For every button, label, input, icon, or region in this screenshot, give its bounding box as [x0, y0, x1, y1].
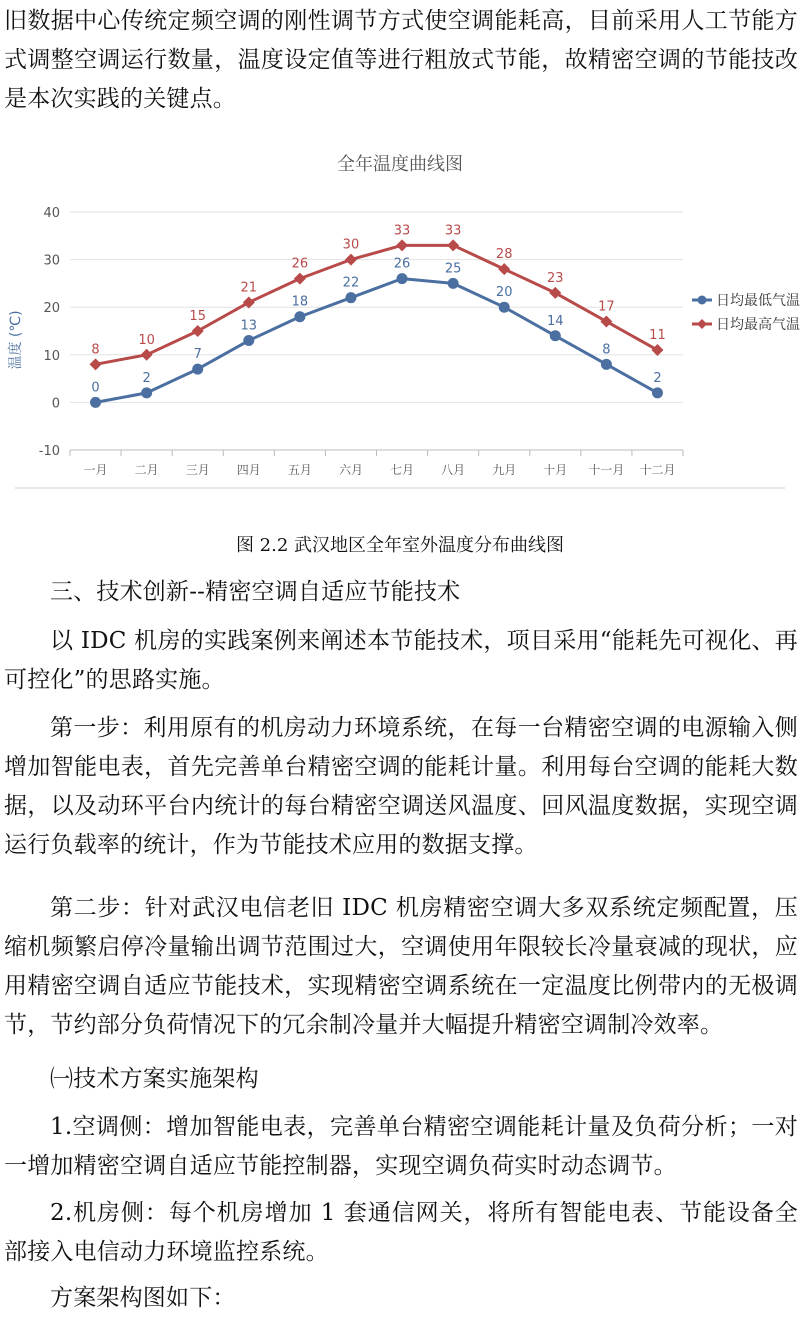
data-point-high [549, 287, 561, 299]
data-point-low [243, 335, 254, 346]
x-tick-label: 八月 [441, 463, 466, 477]
data-label-low: 0 [91, 380, 100, 396]
x-tick-label: 十一月 [588, 463, 625, 477]
data-label-high: 28 [495, 247, 513, 263]
paragraph-intro-case: 以 IDC 机房的实践案例来阐述本节能技术，项目采用“能耗先可视化、再可控化”的思路实施。 [4, 628, 798, 693]
data-label-low: 20 [495, 285, 513, 301]
intro-paragraph: 旧数据中心传统定频空调的刚性调节方式使空调能耗高，目前采用人工节能方式调整空调运行数量，温度设定值等进行粗放式节能，故精密空调的节能技改是本次实践的关键点。 [4, 8, 798, 112]
data-point-high [90, 358, 102, 370]
data-label-low: 14 [547, 313, 564, 329]
data-point-low [601, 359, 612, 370]
data-point-high [192, 325, 204, 337]
data-point-low [141, 387, 152, 398]
data-label-high: 33 [393, 223, 411, 239]
y-axis-label: 温度 (℃) [8, 310, 24, 370]
temperature-chart [0, 140, 800, 520]
data-label-low: 13 [240, 318, 258, 334]
data-point-low [448, 278, 459, 289]
section-heading: 三、技术创新--精密空调自适应节能技术 [50, 579, 461, 605]
data-label-high: 30 [342, 237, 360, 253]
data-point-low [652, 387, 663, 398]
data-label-low: 26 [393, 256, 411, 272]
paragraph-room-side: 2.机房侧：每个机房增加 1 套通信网关，将所有智能电表、节能设备全部接入电信动力环境监控系统。 [4, 1200, 798, 1265]
data-label-low: 25 [444, 261, 462, 277]
y-tick-label: 10 [43, 348, 60, 364]
legend-swatch-marker [698, 296, 707, 305]
y-tick-label: 0 [51, 396, 60, 412]
subheading-architecture: ㈠技术方案实施架构 [50, 1066, 259, 1092]
paragraph-step-two: 第二步：针对武汉电信老旧 IDC 机房精密空调大多双系统定频配置，压缩机频繁启停冷量输出调节范围过大，空调使用年限较长冷量衰减的现状，应用精密空调自适应节能技术，实现精密空调系统在一定温度比例带内的无极调节，节约部分负荷情况下的冗余制冷量并大幅提升精密空调制冷效率。 [4, 895, 798, 1038]
data-label-low: 7 [193, 347, 202, 363]
data-label-high: 15 [189, 309, 206, 324]
legend-label: 日均最高气温 [716, 317, 800, 333]
data-label-low: 2 [142, 370, 151, 386]
y-tick-label: 20 [43, 301, 60, 317]
data-point-low [90, 397, 101, 408]
x-tick-label: 六月 [338, 463, 363, 477]
x-tick-label: 三月 [185, 463, 210, 477]
x-tick-label: 一月 [83, 463, 108, 477]
temperature-chart-svg [0, 140, 800, 520]
data-point-low [192, 364, 203, 375]
data-point-high [396, 239, 408, 251]
data-label-low: 18 [291, 294, 309, 310]
paragraph-diagram-intro: 方案架构图如下： [50, 1285, 236, 1311]
data-point-high [345, 254, 357, 266]
data-point-low [345, 292, 356, 303]
figure-caption: 图 2.2 武汉地区全年室外温度分布曲线图 [235, 535, 565, 556]
data-label-high: 33 [444, 223, 462, 239]
data-point-low [397, 273, 408, 284]
y-tick-label: -10 [38, 444, 60, 459]
x-tick-label: 十二月 [639, 463, 676, 477]
data-point-high [651, 344, 663, 356]
x-tick-label: 七月 [390, 463, 415, 477]
legend-swatch-marker [697, 319, 707, 329]
data-label-high: 21 [240, 280, 258, 296]
legend-label: 日均最低气温 [716, 293, 800, 309]
data-label-low: 2 [653, 370, 662, 386]
data-label-high: 23 [547, 270, 564, 286]
x-tick-label: 二月 [134, 463, 159, 477]
data-point-low [294, 311, 305, 322]
x-tick-label: 十月 [543, 463, 568, 477]
paragraph-step-one: 第一步：利用原有的机房动力环境系统，在每一台精密空调的电源输入侧增加智能电表，首先完善单台精密空调的能耗计量。利用每台空调的能耗大数据，以及动环平台内统计的每台精密空调送风温度、回风温度数据，实现空调运行负载率的统计，作为节能技术应用的数据支撑。 [4, 715, 798, 858]
data-label-high: 8 [91, 342, 100, 358]
x-tick-label: 四月 [236, 463, 261, 477]
y-tick-label: 40 [43, 206, 60, 221]
data-point-high [141, 349, 153, 361]
x-tick-label: 五月 [287, 463, 312, 477]
paragraph-ac-side: 1.空调侧：增加智能电表，完善单台精密空调能耗计量及负荷分析；一对一增加精密空调自适应节能控制器，实现空调负荷实时动态调节。 [4, 1114, 798, 1179]
data-label-low: 22 [342, 275, 360, 291]
data-point-low [550, 330, 561, 341]
data-point-high [600, 315, 612, 327]
data-label-high: 17 [598, 299, 615, 315]
data-label-low: 8 [602, 342, 611, 358]
data-point-high [243, 296, 255, 308]
data-point-low [499, 302, 510, 313]
data-point-high [447, 239, 459, 251]
data-label-high: 11 [649, 328, 666, 344]
y-tick-label: 30 [43, 253, 60, 269]
data-point-high [294, 273, 306, 285]
x-tick-label: 九月 [492, 463, 517, 477]
data-label-high: 26 [291, 256, 309, 272]
data-label-high: 10 [138, 332, 155, 348]
data-point-high [498, 263, 510, 275]
chart-title: 全年温度曲线图 [337, 154, 463, 175]
